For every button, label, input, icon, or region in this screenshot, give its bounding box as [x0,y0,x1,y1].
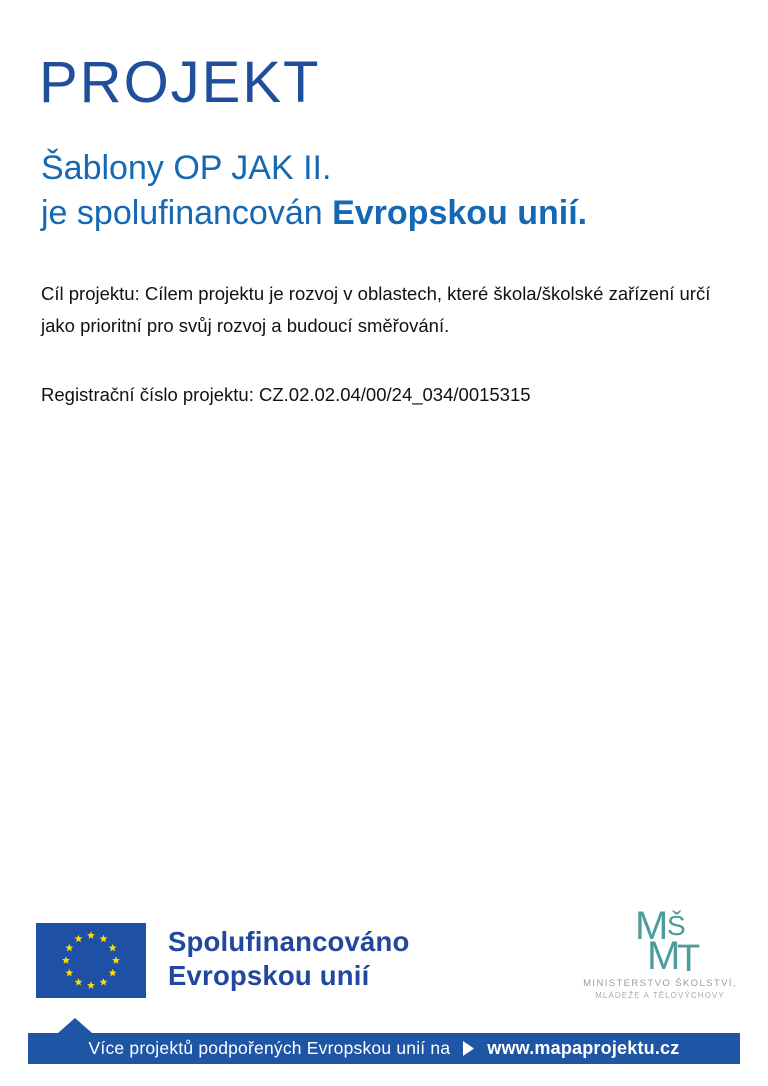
project-title-line1: Šablony OP JAK II. [41,149,332,187]
bar-notch-triangle [58,1018,92,1033]
title-line2-bold: Evropskou unií. [332,194,588,232]
eu-flag-icon [36,923,146,998]
eu-cofunded-line2: Evropskou unií [168,960,370,991]
bottom-bar-text: Více projektů podpořených Evropskou unií na [88,1038,451,1058]
msmt-letter-t: T [677,938,701,975]
msmt-letter-m2: M [647,934,681,975]
project-goal-text [41,278,741,341]
registration-number: Registrační číslo projektu: CZ.02.02.04/00/24_034/0015315 [41,384,531,405]
project-goal-line2: jako prioritní pro svůj rozvoj a budoucí směřování. [41,314,450,336]
msmt-name-line2: MLÁDEŽE A TĚLOVÝCHOVY [595,991,725,1000]
msmt-letter-m1: M [635,905,669,948]
title-line2-regular: je spolufinancován [41,194,333,232]
project-title-line2 [41,191,587,236]
play-arrow-icon [463,1041,474,1056]
msmt-logo [563,905,757,1000]
msmt-name-line1: MINISTERSTVO ŠKOLSTVÍ, [583,978,737,989]
mapaprojektu-link[interactable]: www.mapaprojektu.cz [487,1038,680,1058]
eu-cofunded-line1: Spolufinancováno [168,926,410,957]
eu-cofunded-label [168,925,410,993]
msmt-monogram-icon [605,905,715,975]
project-goal-line1: Cíl projektu: Cílem projektu je rozvoj v oblastech, které škola/školské zařízení určí [41,283,711,304]
project-title [41,146,587,236]
msmt-letter-s: Š [667,910,686,941]
bottom-link-bar [28,1033,740,1064]
poster-kicker: PROJEKT [39,50,321,115]
